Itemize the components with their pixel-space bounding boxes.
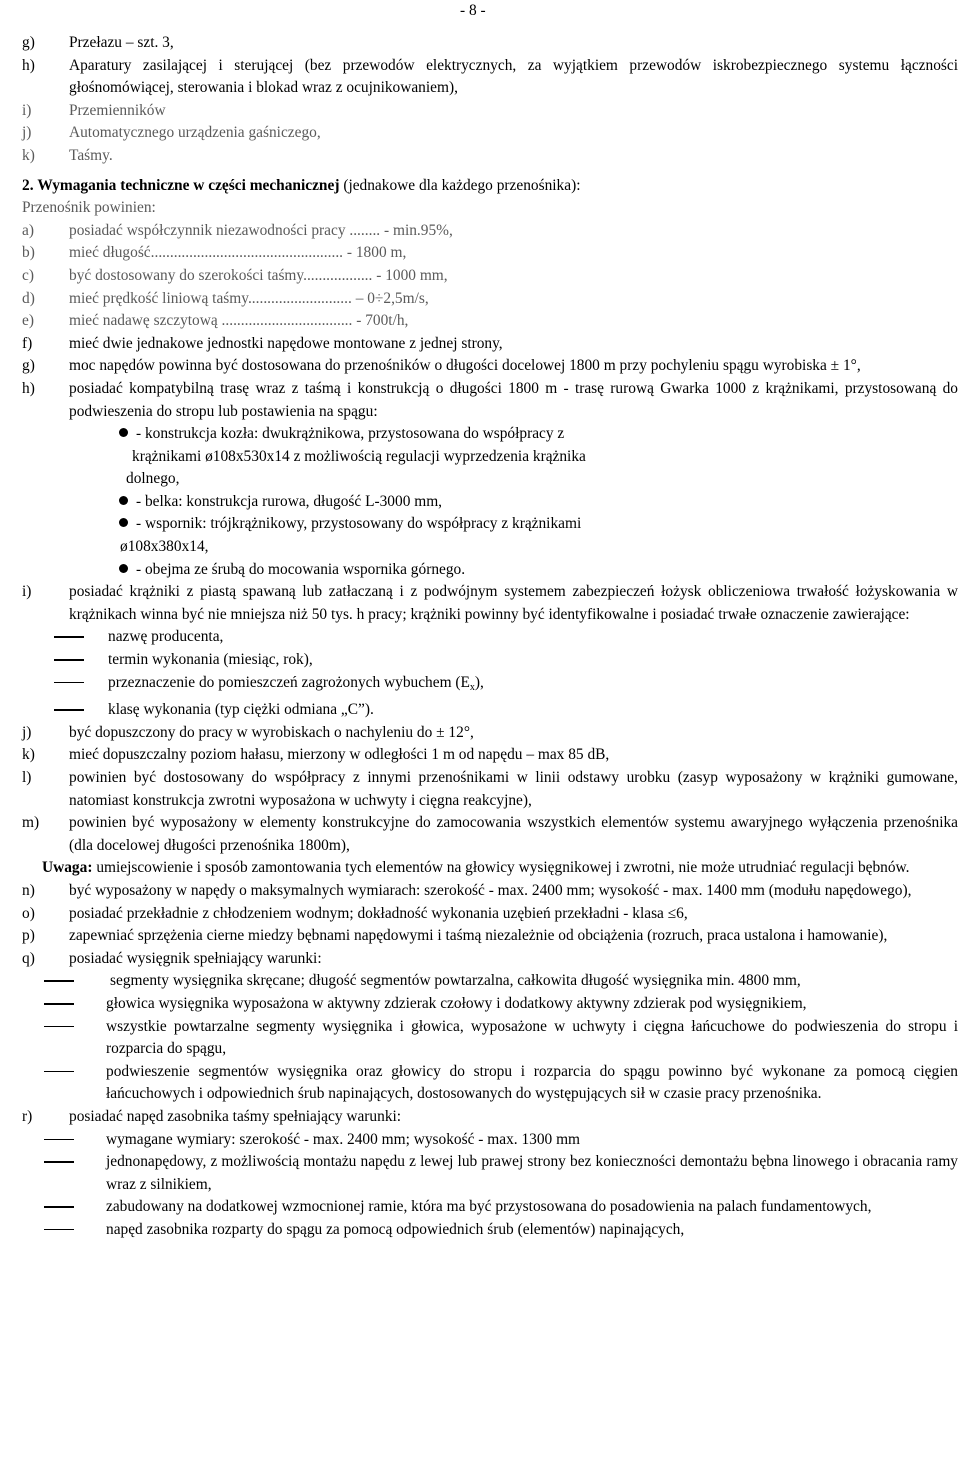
dash-icon [54,709,84,711]
item-text: Automatycznego urządzenia gaśniczego, [69,124,321,142]
document-body [22,32,958,1241]
dash-icon [54,682,84,684]
item-text: mieć dwie jednakowe jednostki napędowe montowane z jednej strony, [69,334,503,352]
spec-item [22,220,958,243]
list-item [22,1106,958,1129]
dash-text: zabudowany na dodatkowej wzmocnionej ramie, która ma być przystosowana do posadowienia na palach fundamentowych, [106,1198,872,1216]
item-label: n) [22,881,35,899]
item-label: l) [22,769,32,786]
dash-text: przeznaczenie do pomieszczeń zagrożonych wybuchem (E [108,673,470,691]
page-number: - 8 - [460,2,486,19]
dash-icon [44,1071,74,1073]
remark [22,857,958,880]
spec-item [22,265,958,288]
spec-item [22,310,958,333]
dash-text: termin wykonania (miesiąc, rok), [108,651,313,669]
item-label: d) [22,289,35,307]
bullet-continuation: ø108x380x14, [120,538,209,556]
dash-item [22,1061,958,1106]
list-item [22,903,958,926]
item-text: posiadać współczynnik niezawodności pracy ........ [69,221,381,239]
dash-item [22,993,958,1016]
item-text: moc napędów powinna być dostosowana do przenośników o długości docelowej 1800 m przy pochyleniu spągu wyrobiska ± 1°, [69,357,861,375]
dash-item [22,672,958,700]
item-label: c) [22,266,34,284]
bullet-icon [119,496,128,505]
bullet-item [116,513,958,536]
item-value: – 0÷2,5m/s, [355,289,429,307]
item-value: - 1800 m, [346,244,407,262]
item-text: powinien być dostosowany do współpracy z innymi przenośnikami w linii odstawy urobku (zasyp wyposażony w krążniki gumowane, natomiast konstrukcja zwrotni wyposażona w uchwyty i cięgna reakcyjne), [69,769,958,809]
item-label: j) [22,723,32,741]
item-label: q) [22,949,35,967]
remark-label: Uwaga: [42,859,93,877]
list-item [22,581,958,626]
list-item [22,722,958,745]
dash-icon [44,1139,74,1141]
item-text: posiadać przekładnie z chłodzeniem wodnym; dokładność wykonania uzębień przekładni - klasa ≤6, [69,904,688,922]
item-label: o) [22,904,35,922]
dash-item [22,1219,958,1242]
list-item [22,55,958,100]
dash-text: jednonapędowy, z możliwością montażu napędu z lewej lub prawej strony bez konieczności demontażu bębna linowego i obracania ramy wraz z silnikiem, [106,1153,958,1193]
item-value: - min.95%, [384,221,453,239]
remark-text: umiejscowienie i sposób zamontowania tych elementów na głowicy wysięgnikowej i zwrotni, nie może utrudniać regulacji bębnów. [96,859,910,877]
dash-icon [54,659,84,661]
dash-icon [44,1229,74,1231]
dash-text: klasę wykonania (typ ciężki odmiana „C”). [108,701,374,719]
dash-text-after: ), [474,673,484,691]
section-intro: Przenośnik powinien: [22,199,156,217]
list-item [22,32,958,55]
list-item [22,122,958,145]
bullet-item [116,559,958,582]
item-label: i) [22,583,32,601]
dash-icon [44,1206,74,1208]
dash-icon [44,1026,74,1028]
item-label: p) [22,927,35,945]
item-label: j) [22,124,32,142]
bullet-icon [119,518,128,527]
item-label: f) [22,334,33,352]
list-item [22,744,958,767]
item-label: a) [22,221,34,239]
bullet-text: - belka: konstrukcja rurowa, długość L-3000 mm, [136,492,443,510]
item-text: być dostosowany do szerokości taśmy.................. [69,266,373,284]
item-text: być wyposażony w napędy o maksymalnych wymiarach: szerokość - max. 2400 mm; wysokość - max. 1400 mm (modułu napędowego), [69,881,912,899]
list-item [22,355,958,378]
dash-text: podwieszenie segmentów wysięgnika oraz głowicy do stropu i rozparcia do spągu powinno być wykonane za pomocą cięgien łańcuchowych i odpowiednich śrub napinających, dostosowanych do występujących sił w czasie pracy przenośnika. [106,1062,958,1103]
list-item [22,767,958,812]
subscript: x [469,681,475,693]
item-text: powinien być wyposażony w elementy konstrukcyjne do zamocowania wszystkich elementów systemu awaryjnego wyłączenia przenośnika (dla docelowej długości przenośnika 1800m), [69,814,958,854]
item-text: Taśmy. [69,146,113,164]
item-text: posiadać napęd zasobnika taśmy spełniający warunki: [69,1107,402,1125]
item-text: mieć prędkość liniową taśmy........................... [69,289,352,307]
list-item [22,145,958,168]
bullet-item [116,491,958,514]
dash-icon [54,636,84,638]
list-item [22,812,958,857]
list-item [22,880,958,903]
item-label: m) [22,814,40,832]
item-label: g) [22,357,35,375]
list-item [22,925,958,948]
item-text: posiadać kompatybilną trasę wraz z taśmą i konstrukcją o długości 1800 m - trasę rurową Gwarka 1000 z krążnikami, przystosowaną do podwieszenia do stropu lub postawienia na spągu: [69,379,958,420]
list-item [22,100,958,123]
dash-text: głowica wysięgnika wyposażona w aktywny zdzierak czołowy i dodatkowy aktywny zdzierak pod wysięgnikiem, [106,994,807,1012]
item-text: zapewniać sprzężenia cierne miedzy bębnami napędowymi i taśmą niezależnie od obciążenia (rozruch, praca ustalona i hamowanie), [69,927,888,945]
dash-text: wymagane wymiary: szerokość - max. 2400 mm; wysokość - max. 1300 mm [106,1130,581,1148]
section-heading [22,175,958,198]
item-label: h) [22,56,35,74]
item-label: e) [22,312,34,330]
dash-item [22,970,958,993]
item-label: k) [22,746,35,764]
list-item [22,948,958,971]
bullet-continuation: krążnikami ø108x530x14 z możliwością regulacji wyprzedzenia krążnika [132,447,586,465]
item-text: mieć długość.................................................. [69,244,344,262]
item-label: b) [22,244,35,262]
item-text: posiadać wysięgnik spełniający warunki: [69,949,322,967]
list-item [22,333,958,356]
dash-item [22,649,958,672]
section-title: Wymagania techniczne w części mechanicznej [37,176,340,194]
bullet-text: - konstrukcja kozła: dwukrążnikowa, przystosowana do współpracy z [136,425,565,443]
item-label: i) [22,101,32,119]
item-label: k) [22,146,35,164]
list-item [22,378,958,423]
spec-item [22,242,958,265]
section-number: 2. [22,176,34,194]
bullet-icon [119,564,128,573]
bullet-continuation: dolnego, [126,470,180,488]
bullet-text: - obejma ze śrubą do mocowania wspornika górnego. [136,560,466,578]
dash-icon [44,980,74,982]
dash-item [22,699,958,722]
bullet-item [116,423,958,446]
section-title-suffix: (jednakowe dla każdego przenośnika): [343,176,581,194]
item-text: mieć nadawę szczytową .................................. [69,312,353,330]
item-label: r) [22,1107,33,1125]
bullet-text: - wspornik: trójkrążnikowy, przystosowany do współpracy z krążnikami [136,515,582,533]
dash-icon [44,1161,74,1163]
item-value: - 700t/h, [356,312,409,330]
dash-item [22,1151,958,1196]
item-text: być dopuszczony do pracy w wyrobiskach o nachyleniu do ± 12°, [69,723,474,741]
item-value: - 1000 mm, [376,266,448,284]
dash-icon [44,1003,74,1005]
spec-item [22,288,958,311]
dash-text: napęd zasobnika rozparty do spągu za pomocą odpowiednich śrub (elementów) napinających, [106,1220,685,1238]
item-text: mieć dopuszczalny poziom hałasu, mierzony w odległości 1 m od napędu – max 85 dB, [69,746,610,764]
bullet-icon [119,428,128,437]
dash-text: wszystkie powtarzalne segmenty wysięgnika i głowica, wyposażone w uchwyty i cięgna łańcuchowe do podwieszenia do stropu i rozparcia do spągu, [106,1017,958,1058]
item-text: posiadać krążniki z piastą spawaną lub zatłaczaną i z podwójnym systemem zabezpieczeń łożysk obliczeniowa trwałość łożyskowania w krążnikach winna być nie mniejsza niż 50 tys. h pracy; krążniki powinny być identyfikowalne i posiadać trwałe oznaczenie zawierające: [69,583,958,623]
dash-item [22,1129,958,1152]
dash-item [22,626,958,649]
dash-item [22,1196,958,1219]
item-text: Przemienników [69,101,166,119]
item-label: h) [22,379,35,397]
dash-text: nazwę producenta, [108,628,224,646]
item-text: Przełazu – szt. 3, [69,34,174,51]
dash-text: segmenty wysięgnika skręcane; długość segmentów powtarzalna, całkowita długość wysięgnika min. 4800 mm, [110,972,801,990]
item-label: g) [22,34,35,51]
dash-item [22,1016,958,1061]
item-text: Aparatury zasilającej i sterującej (bez przewodów elektrycznych, za wyjątkiem przewodów iskrobezpiecznego systemu łączności głośnomówiącej, sterowania i blokad wraz z ocujnikowaniem), [69,56,958,97]
